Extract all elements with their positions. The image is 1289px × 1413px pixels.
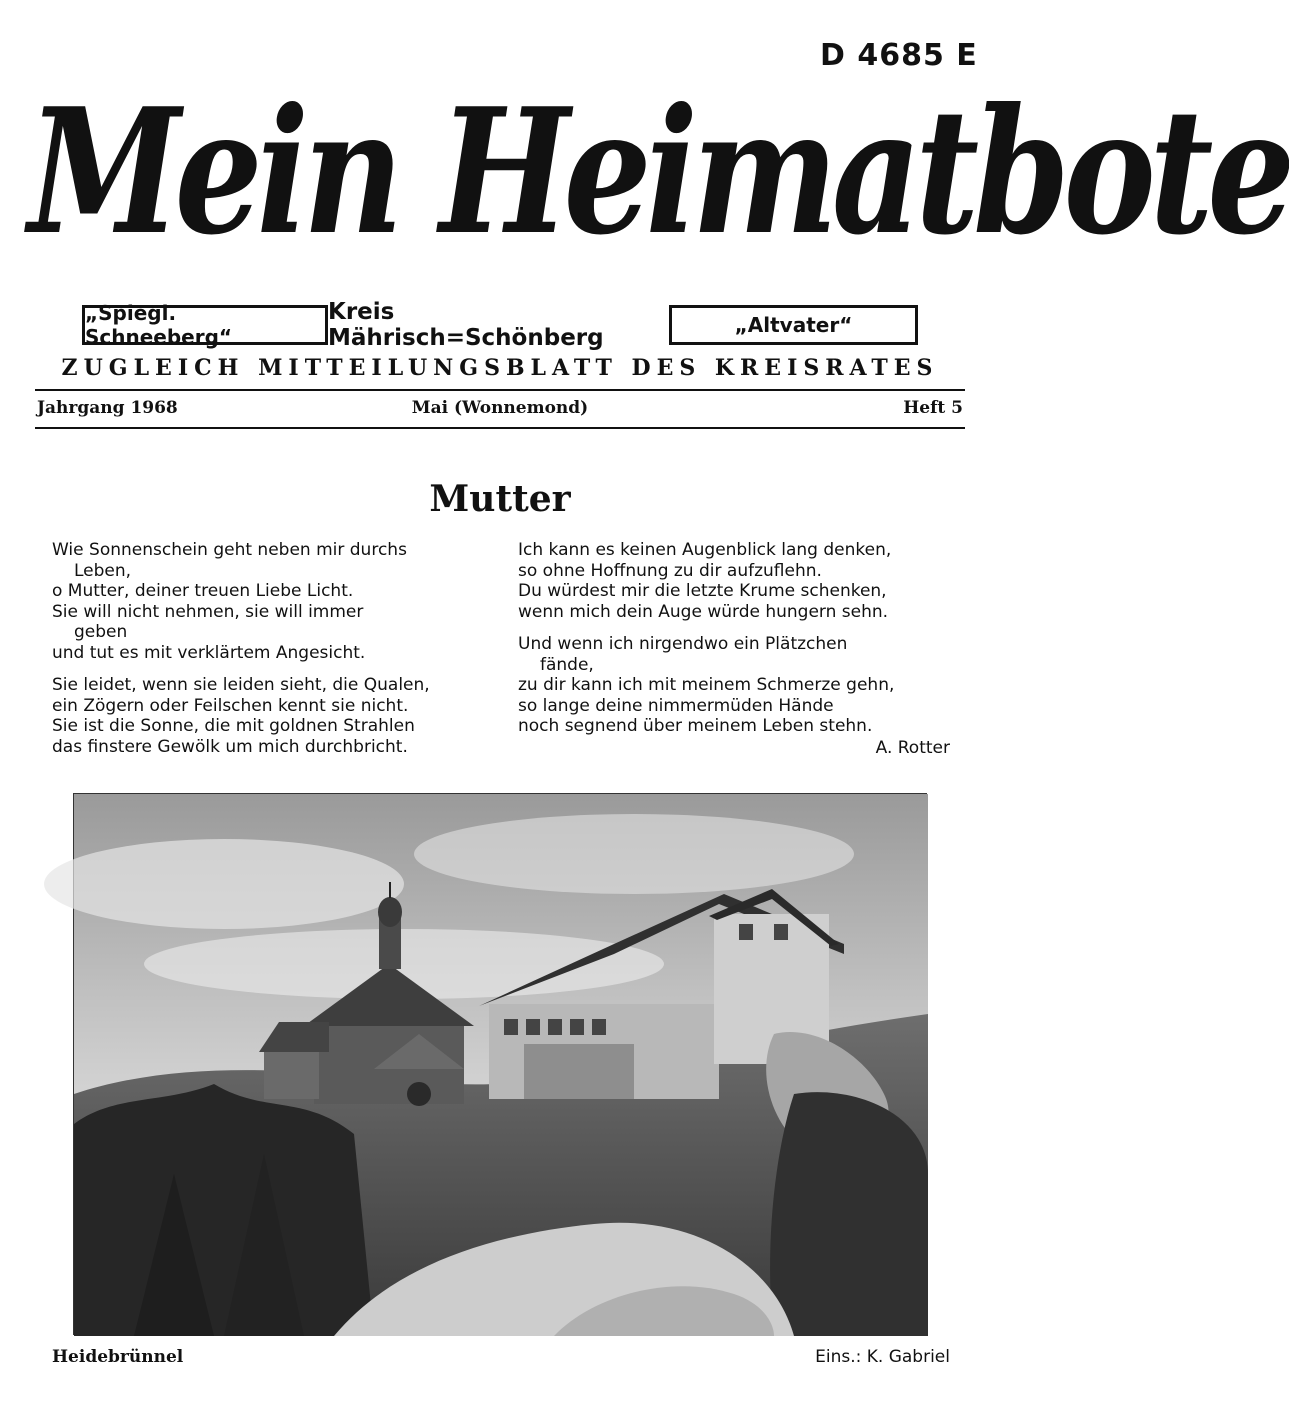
region-box-right	[669, 305, 918, 345]
poem-line: Sie will nicht nehmen, sie will immer	[52, 601, 364, 622]
subheading: ZUGLEICH MITTEILUNGSBLATT DES KREISRATES	[61, 355, 939, 381]
region-box-left-label: „Spiegl. Schneeberg“	[85, 301, 233, 349]
photo-credit: Eins.: K. Gabriel	[815, 1347, 950, 1367]
poem-line: und tut es mit verklärtem Angesicht.	[52, 642, 366, 663]
region-box-left	[82, 301, 328, 349]
poem-line: Ich kann es keinen Augenblick lang denken,	[518, 540, 892, 560]
poem-line: zu dir kann ich mit meinem Schmerze gehn,	[518, 675, 895, 695]
stanza-gap	[518, 622, 958, 634]
poem-line: Leben,	[74, 560, 132, 581]
stanza-gap	[52, 663, 492, 675]
poem-line: Sie leidet, wenn sie leiden sieht, die Qualen,	[52, 675, 430, 695]
poem-line: fände,	[540, 654, 594, 675]
poem-line: Wie Sonnenschein geht neben mir durchs	[52, 540, 407, 560]
poem-line: so ohne Hoffnung zu dir aufzuflehn.	[518, 560, 822, 581]
issue-info-row	[37, 398, 963, 422]
poem-line: so lange deine nimmermüden Hände	[518, 695, 834, 716]
masthead-title: Mein Heimatbote	[28, 69, 1289, 274]
poem-line: Sie ist die Sonne, die mit goldnen Strahlen	[52, 716, 415, 736]
issue-code: D 4685 E	[820, 38, 978, 73]
poem-line: Du würdest mir die letzte Krume schenken,	[518, 581, 887, 601]
poem-line: Und wenn ich nirgendwo ein Plätzchen	[518, 634, 848, 654]
divider-top	[35, 389, 965, 391]
poem-column-left	[52, 540, 492, 757]
poem-author: A. Rotter	[875, 738, 950, 758]
poem-line: das finstere Gewölk um mich durchbricht.	[52, 736, 408, 757]
issue-month: Mai (Wonnemond)	[411, 398, 589, 418]
landscape-photo	[73, 793, 927, 1335]
divider-bottom	[35, 427, 965, 429]
district-label: Kreis Mährisch=Schönberg	[328, 299, 604, 351]
poem-line: geben	[74, 622, 128, 642]
issue-number: Heft 5	[903, 398, 963, 418]
poem-line: wenn mich dein Auge würde hungern sehn.	[518, 601, 889, 622]
poem-line: noch segnend über meinem Leben stehn.	[518, 716, 873, 736]
poem-title: Mutter	[429, 478, 571, 520]
region-box-right-label: „Altvater“	[734, 313, 853, 337]
photo-caption: Heidebrünnel	[52, 1347, 184, 1367]
poem-line: ein Zögern oder Feilschen kennt sie nicht.	[52, 695, 409, 716]
poem-line: o Mutter, deiner treuen Liebe Licht.	[52, 581, 354, 601]
volume-year: Jahrgang 1968	[37, 398, 178, 418]
photo-illustration	[74, 794, 928, 1336]
poem-column-right	[518, 540, 958, 737]
